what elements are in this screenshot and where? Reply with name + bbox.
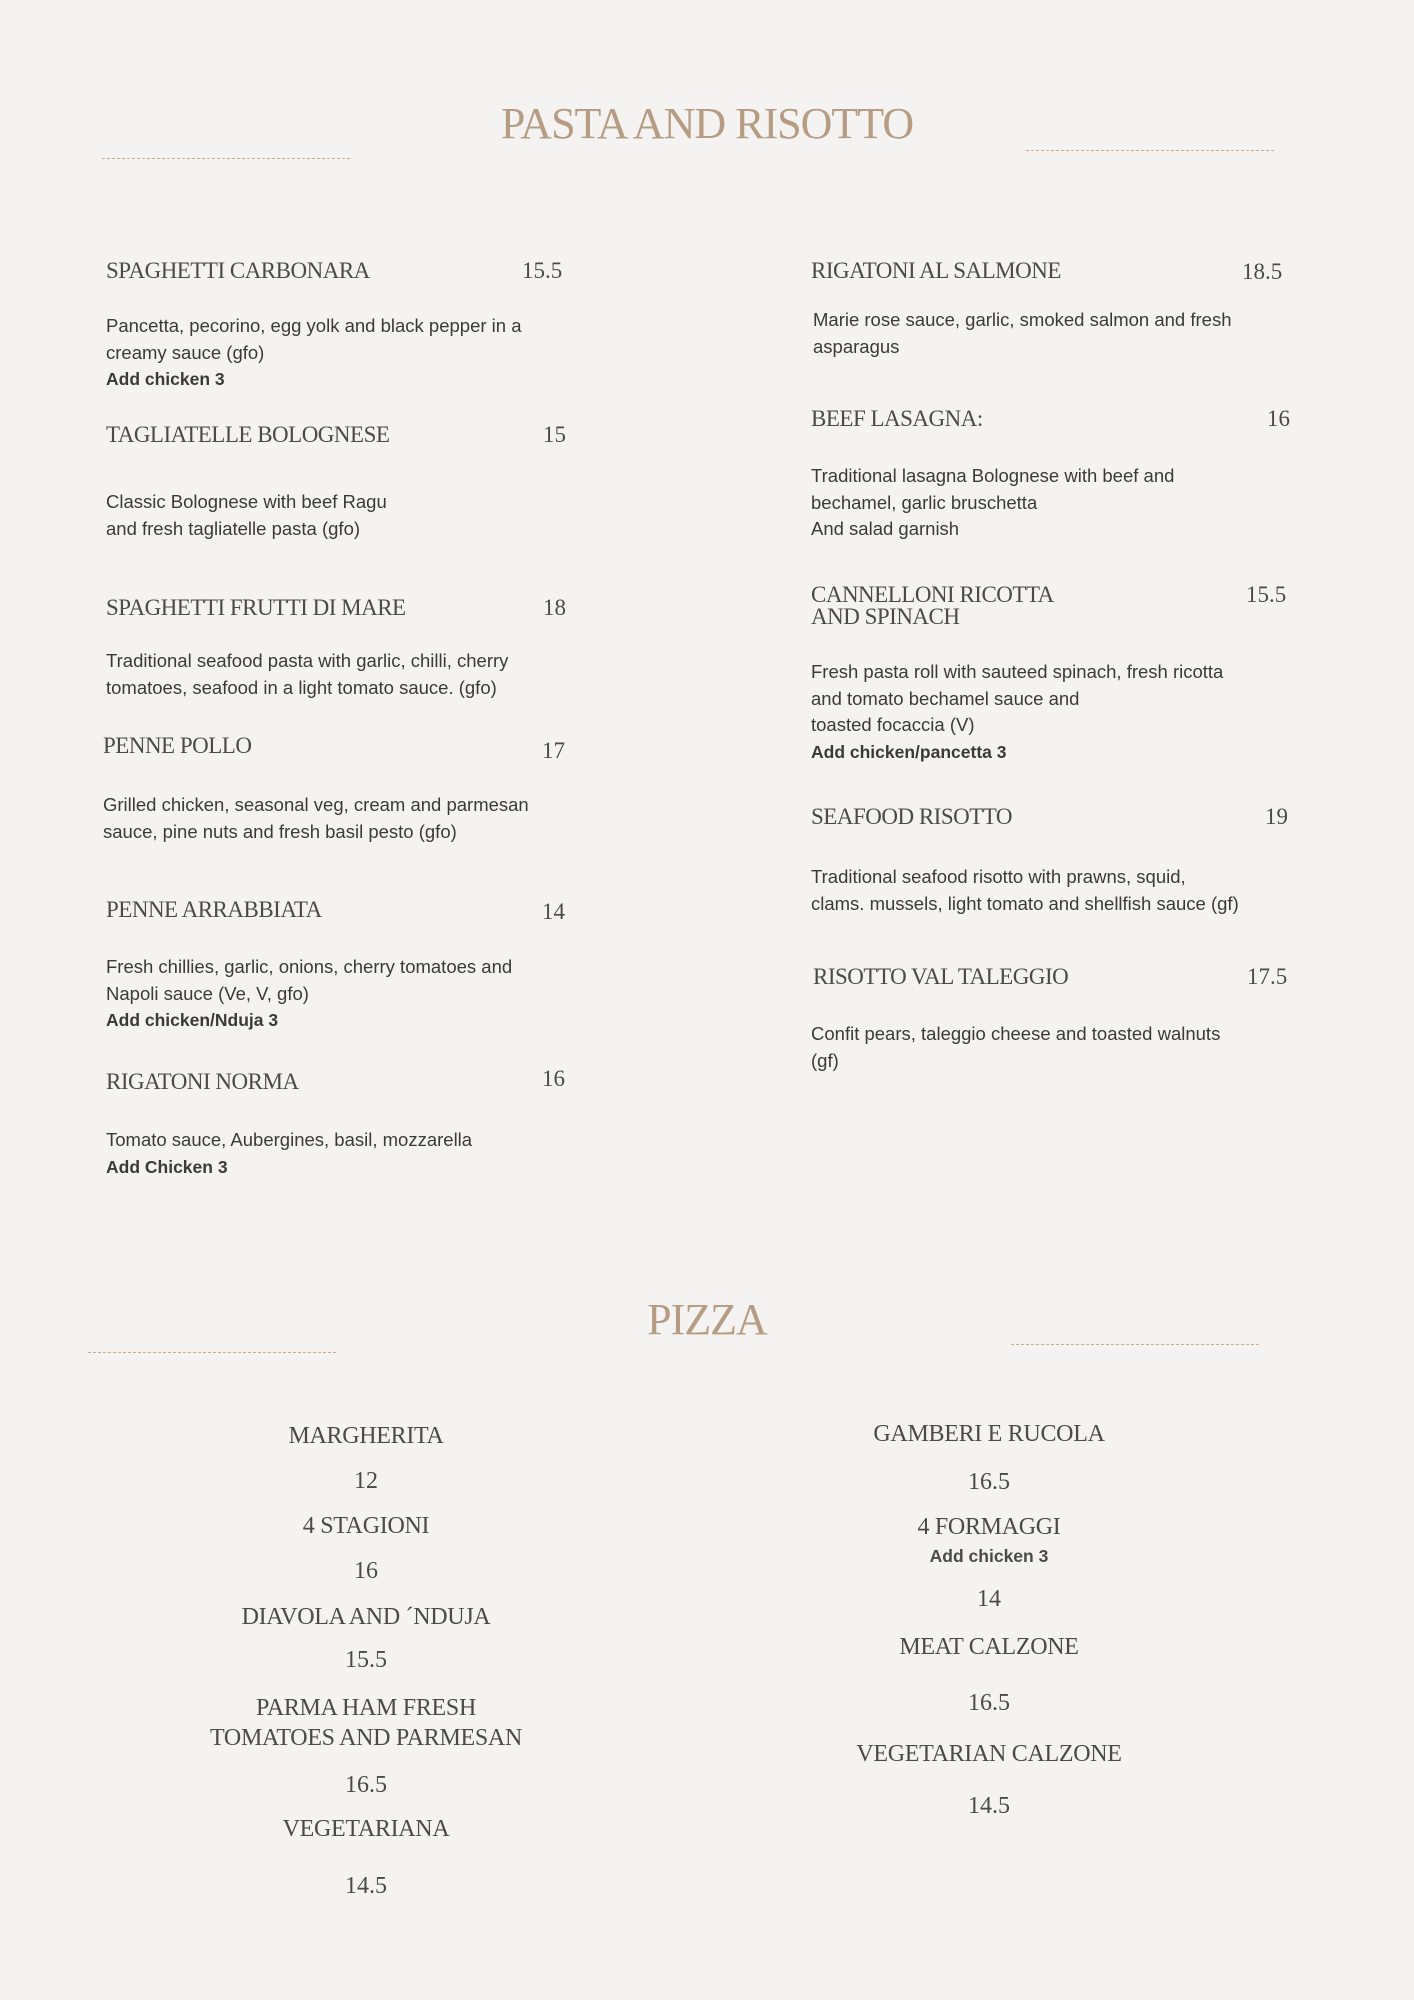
item-name: BEEF LASAGNA: <box>811 406 983 431</box>
pizza-name: 4 STAGIONI <box>302 1513 430 1539</box>
pizza-price: 14.5 <box>968 1793 1010 1819</box>
item-price: 16 <box>1267 406 1290 431</box>
item-description: Tomato sauce, Aubergines, basil, mozzarella Add Chicken 3 <box>106 1127 472 1180</box>
item-price: 19 <box>1265 804 1288 829</box>
item-addon: Add chicken 3 <box>106 369 225 389</box>
title-divider-right <box>1026 150 1274 151</box>
item-name: SPAGHETTI CARBONARA <box>106 258 370 283</box>
pizza-name: GAMBERI E RUCOLA <box>873 1421 1105 1447</box>
item-description: Classic Bolognese with beef Ragu and fresh tagliatelle pasta (gfo) <box>106 491 387 539</box>
item-description: Marie rose sauce, garlic, smoked salmon and fresh asparagus <box>813 309 1232 357</box>
item-price: 17.5 <box>1247 964 1288 989</box>
item-name: PENNE ARRABBIATA <box>106 897 322 922</box>
pizza-price: 14.5 <box>345 1873 387 1899</box>
item-price: 15 <box>543 422 566 447</box>
item-price: 18.5 <box>1242 259 1283 284</box>
pizza-addon: Add chicken 3 <box>929 1546 1049 1566</box>
title-divider-left <box>102 158 350 159</box>
item-addon: Add chicken/Nduja 3 <box>106 1010 279 1030</box>
pizza-name: VEGETARIAN CALZONE <box>856 1741 1122 1767</box>
item-name: RIGATONI AL SALMONE <box>811 258 1061 283</box>
pizza-price: 16.5 <box>968 1690 1010 1716</box>
item-name: RIGATONI NORMA <box>106 1069 299 1094</box>
item-name: PENNE POLLO <box>103 733 252 758</box>
pizza-price: 14 <box>977 1586 1001 1612</box>
item-price: 15.5 <box>1246 582 1287 607</box>
pizza-price: 16.5 <box>968 1469 1010 1495</box>
item-name: SEAFOOD RISOTTO <box>811 804 1013 829</box>
pizza-name: DIAVOLA AND ´NDUJA <box>241 1604 491 1630</box>
pizza-name: PARMA HAM FRESH TOMATOES AND PARMESAN <box>209 1695 522 1751</box>
pizza-name: VEGETARIANA <box>282 1816 450 1842</box>
item-name: SPAGHETTI FRUTTI DI MARE <box>106 595 406 620</box>
item-name: TAGLIATELLE BOLOGNESE <box>106 422 390 447</box>
pizza-name: 4 FORMAGGI <box>917 1514 1061 1540</box>
item-name: CANNELLONI RICOTTA AND SPINACH <box>811 582 1054 629</box>
item-price: 16 <box>542 1066 565 1091</box>
pizza-name: MEAT CALZONE <box>899 1634 1079 1660</box>
item-description: Confit pears, taleggio cheese and toasted walnuts (gf) <box>811 1023 1221 1071</box>
item-price: 15.5 <box>522 258 563 283</box>
pizza-section-title: PIZZA <box>647 1295 767 1344</box>
item-price: 18 <box>543 595 566 620</box>
item-description: Traditional seafood risotto with prawns, squid, clams. mussels, light tomato and shellfish sauce (gf) <box>811 866 1239 914</box>
pizza-price: 12 <box>354 1468 378 1494</box>
item-price: 17 <box>542 738 565 763</box>
item-description: Fresh pasta roll with sauteed spinach, fresh ricotta and tomato bechamel sauce and toasted focaccia (V) Add chicken/pancetta 3 <box>811 659 1223 765</box>
title-divider-right <box>1011 1344 1259 1345</box>
pizza-price: 15.5 <box>345 1647 387 1673</box>
item-description: Traditional lasagna Bolognese with beef and bechamel, garlic bruschetta And salad garnish <box>811 465 1175 539</box>
item-addon: Add chicken/pancetta 3 <box>811 741 1007 762</box>
pizza-name: MARGHERITA <box>288 1423 444 1449</box>
pizza-price: 16.5 <box>345 1772 387 1798</box>
item-description: Pancetta, pecorino, egg yolk and black pepper in a creamy sauce (gfo) Add chicken 3 <box>106 313 522 393</box>
title-divider-left <box>88 1352 336 1353</box>
item-addon: Add Chicken 3 <box>106 1156 228 1177</box>
item-price: 14 <box>542 899 565 924</box>
pasta-section-title: PASTA AND RISOTTO <box>500 99 914 148</box>
item-description: Fresh chillies, garlic, onions, cherry tomatoes and Napoli sauce (Ve, V, gfo) Add chicken/Nduja 3 <box>106 954 512 1034</box>
item-name: RISOTTO VAL TALEGGIO <box>813 964 1069 989</box>
pizza-price: 16 <box>354 1558 378 1584</box>
item-description: Traditional seafood pasta with garlic, chilli, cherry tomatoes, seafood in a light tomato sauce. (gfo) <box>106 650 509 698</box>
item-description: Grilled chicken, seasonal veg, cream and parmesan sauce, pine nuts and fresh basil pesto (gfo) <box>103 794 529 842</box>
